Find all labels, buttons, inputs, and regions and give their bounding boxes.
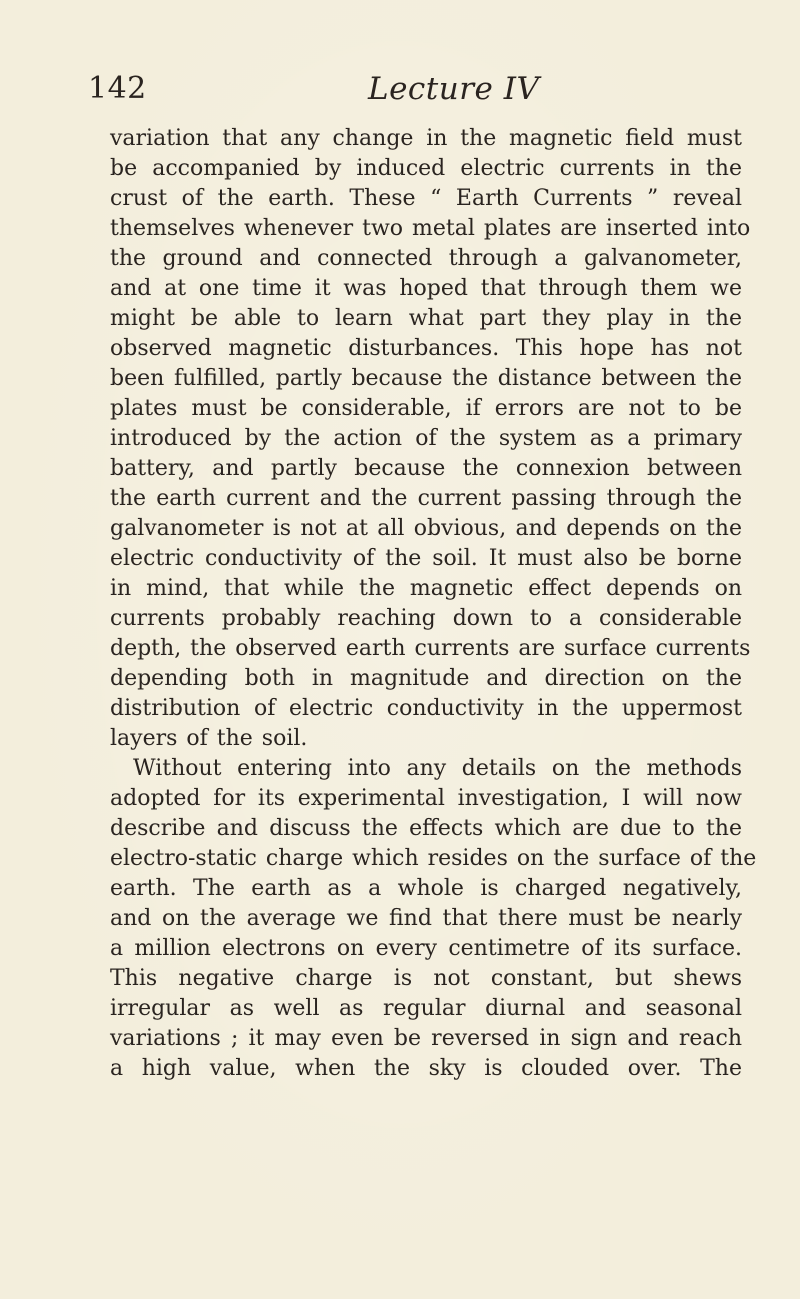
text-line: currents probably reaching down to a considerable: [110, 606, 742, 631]
text-line: the earth current and the current passing through the: [110, 486, 742, 511]
page-number: 142: [88, 71, 147, 106]
text-line: depending both in magnitude and direction on the: [110, 666, 742, 691]
text-line: layers of the soil.: [110, 726, 308, 751]
text-line: galvanometer is not at all obvious, and depends on the: [110, 516, 742, 541]
text-line: might be able to learn what part they play in the: [110, 306, 742, 331]
text-line: the ground and connected through a galvanometer,: [110, 246, 742, 271]
text-line: been fulfilled, partly because the distance between the: [110, 366, 742, 391]
text-line: electro-static charge which resides on the surface of the: [110, 846, 757, 871]
text-line: variations ; it may even be reversed in sign and reach: [110, 1026, 742, 1051]
text-line: battery, and partly because the connexion between: [110, 456, 742, 481]
text-line: Without entering into any details on the methods: [133, 756, 742, 781]
text-line: themselves whenever two metal plates are inserted into: [110, 216, 751, 241]
text-line: a million electrons on every centimetre of its surface.: [110, 936, 742, 961]
running-head: [0, 72, 800, 112]
text-line: irregular as well as regular diurnal and seasonal: [110, 996, 742, 1021]
text-line: and on the average we find that there must be nearly: [110, 906, 742, 931]
text-line: crust of the earth. These “ Earth Currents ” reveal: [110, 186, 742, 211]
text-line: in mind, that while the magnetic effect depends on: [110, 576, 742, 601]
text-line: observed magnetic disturbances. This hope has not: [110, 336, 742, 361]
text-line: variation that any change in the magnetic field must: [110, 126, 742, 151]
text-line: adopted for its experimental investigation, I will now: [110, 786, 742, 811]
text-line: plates must be considerable, if errors are not to be: [110, 396, 742, 421]
text-line: be accompanied by induced electric currents in the: [110, 156, 742, 181]
text-line: electric conductivity of the soil. It must also be borne: [110, 546, 742, 571]
text-line: and at one time it was hoped that through them we: [110, 276, 742, 301]
text-line: distribution of electric conductivity in the uppermost: [110, 696, 742, 721]
text-line: describe and discuss the effects which are due to the: [110, 816, 742, 841]
text-line: introduced by the action of the system as a primary: [110, 426, 742, 451]
body-text: [110, 124, 757, 1084]
text-line: This negative charge is not constant, but shews: [110, 966, 742, 991]
running-title: Lecture IV: [368, 71, 540, 107]
text-line: earth. The earth as a whole is charged negatively,: [110, 876, 742, 901]
text-line: a high value, when the sky is clouded over. The: [110, 1056, 742, 1081]
text-line: depth, the observed earth currents are surface currents: [110, 636, 751, 661]
